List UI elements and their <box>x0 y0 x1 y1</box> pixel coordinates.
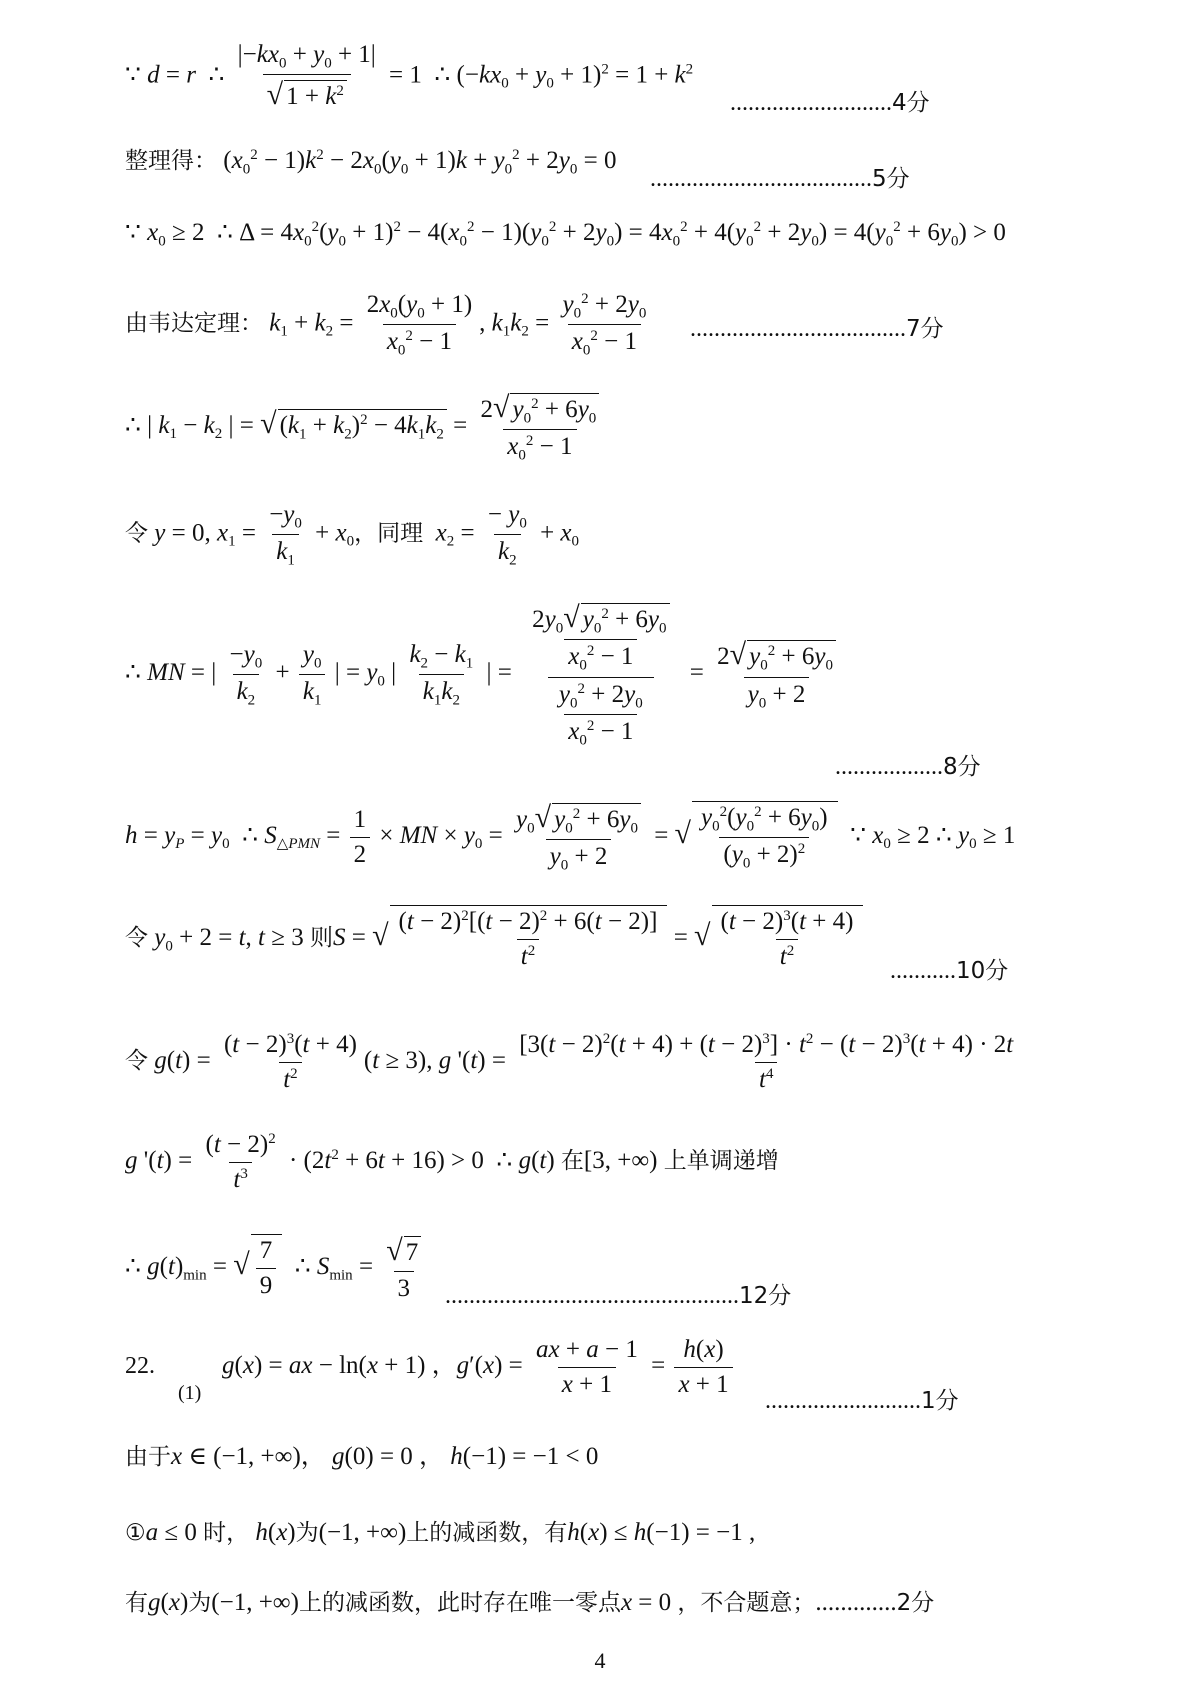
equation-line-4: 由韦达定理： $k_1 + k_2$ = $\frac{2x_0(y_0 + 1)}{x_0^2 - 1}$ , $k_1k_2$ = $\frac{y_0^2 + 2y_0}{x_0^2 - 1}$ <box>125 291 647 359</box>
equation-line-8: $h = y_P = y_0$ ∴ $S_{\triangle PMN}$ = $\frac{1}{2}$ × MN × $y_0$ = $\frac{y_0√ y_0^2 + 6y_0}{y_0 + 2}$ = √ $\frac{y_0^2(y_0^2 + 6y_0)}{(y_0 + 2)^2}$ ∵ $x_0 \ge 2$ ∴ $y_0 \ge 1$ <box>125 801 1016 874</box>
equation-line-6: 令 y = 0, $x_1$ = $\frac{-y_0}{k_1}$ + $x_0$，同理 $x_2$ = $\frac{- y_0}{k_2}$ + $x_0$ <box>125 501 580 569</box>
question-number: 22. <box>125 1353 155 1379</box>
page-number: 4 <box>594 1648 606 1673</box>
equation-line-2: 整理得： $(x_0^2 - 1)k^2 - 2x_0(y_0 + 1)k + y_0^2 + 2y_0 = 0$ <box>125 147 617 178</box>
score-marker: ....................................7分 <box>690 316 944 342</box>
fraction: $\frac{|-kx_0 + y_0 + 1|}{√ 1 + k^2}$ <box>237 41 376 112</box>
equation-line-12: ∴ $g(t)_{min}$ = √ $\frac{7}{9}$ ∴ $S_{min}$ = $\frac{√ 7}{3}$ <box>125 1233 428 1304</box>
equation-line-7: ∴ MN = | $\frac{-y_0}{k_2}$ + $\frac{y_0}{k_1}$ | = $y_0$ | $\frac{k_2 - k_1}{k_1k_2}$ | = $\frac{\frac{2y_0√ y_0^2 + 6y_0}{x_0^2 - 1}}{\frac{y_0^2 + 2y_0}{x_0^2 - 1}}$ = $\frac{2√ y_0^2 + 6y_0}{y_0 + 2}$ <box>125 600 843 749</box>
score-marker: .....................................5分 <box>650 166 910 192</box>
equation-line-16: 有g(x)为(−1, +∞)上的减函数，此时存在唯一零点x = 0 ，不合题意；.............2分 <box>125 1589 935 1616</box>
equation-line-14: 由于x ∈ (−1, +∞)， g(0) = 0 ， h(−1) = −1 < 0 <box>125 1443 599 1470</box>
score-marker: ..........................1分 <box>765 1388 959 1414</box>
question-part: (1) <box>178 1382 202 1404</box>
equation-line-15: ①a ≤ 0 时， h(x)为(−1, +∞)上的减函数，有h(x) ≤ h(−1) = −1 , <box>125 1519 756 1546</box>
score-marker: .................................................12分 <box>445 1283 792 1309</box>
equation-line-1: ∵ d = r ∴ $\frac{|-kx_0 + y_0 + 1|}{√ 1 + k^2}$ = 1 ∴ $(-kx_0 + y_0 + 1)^2 = 1 + k^2$ <box>125 41 694 112</box>
label-text: 整理得： <box>125 148 217 174</box>
equation-line-10: 令 g(t) = $\frac{(t - 2)^3(t + 4)}{t^2}$ (t ≥ 3), g '(t) = $\frac{[3(t - 2)^2(t + 4) + (t - 2)^3] \cdot t^2 - (t - 2)^3(t + 4) \cdot 2t}{t^4}$ <box>125 1031 1014 1093</box>
equation-line-11: g '(t) = $\frac{(t - 2)^2}{t^3}$ · $(2t^2 + 6t + 16) > 0$ ∴ g(t) 在[3, +∞) 上单调递增 <box>125 1131 779 1193</box>
label-text: 由韦达定理： <box>125 310 263 337</box>
score-marker: ..................8分 <box>835 754 981 780</box>
equation-line-3: ∵ $x_0 \ge 2$ ∴ $\Delta = 4x_0^2(y_0 + 1)^2 - 4(x_0^2 - 1)(y_0^2 + 2y_0) = 4x_0^2 + 4(y_0^2 + 2y_0) = 4(y_0^2 + 6y_0) > 0$ <box>125 219 1006 250</box>
equation-line-13: g(x) = ax − ln(x + 1) ，g′(x) = $\frac{ax + a - 1}{x + 1}$ = $\frac{h(x)}{x + 1}$ <box>222 1335 736 1400</box>
equation-line-5: ∴ | $k_1 - k_2$ | = √ $(k_1 + k_2)^2 - 4k_1k_2$ = $\frac{2√ y_0^2 + 6y_0}{x_0^2 - 1}$ <box>125 390 606 465</box>
equation-line-9: 令 $y_0 + 2 = t$, t ≥ 3 则S = √ $\frac{(t - 2)^2[(t - 2)^2 + 6(t - 2)]}{t^2}$ = √ $\frac{(t - 2)^3(t + 4)}{t^2}$ <box>125 905 863 972</box>
score-marker: ...........10分 <box>890 958 1009 984</box>
score-marker: ...........................4分 <box>730 90 930 116</box>
